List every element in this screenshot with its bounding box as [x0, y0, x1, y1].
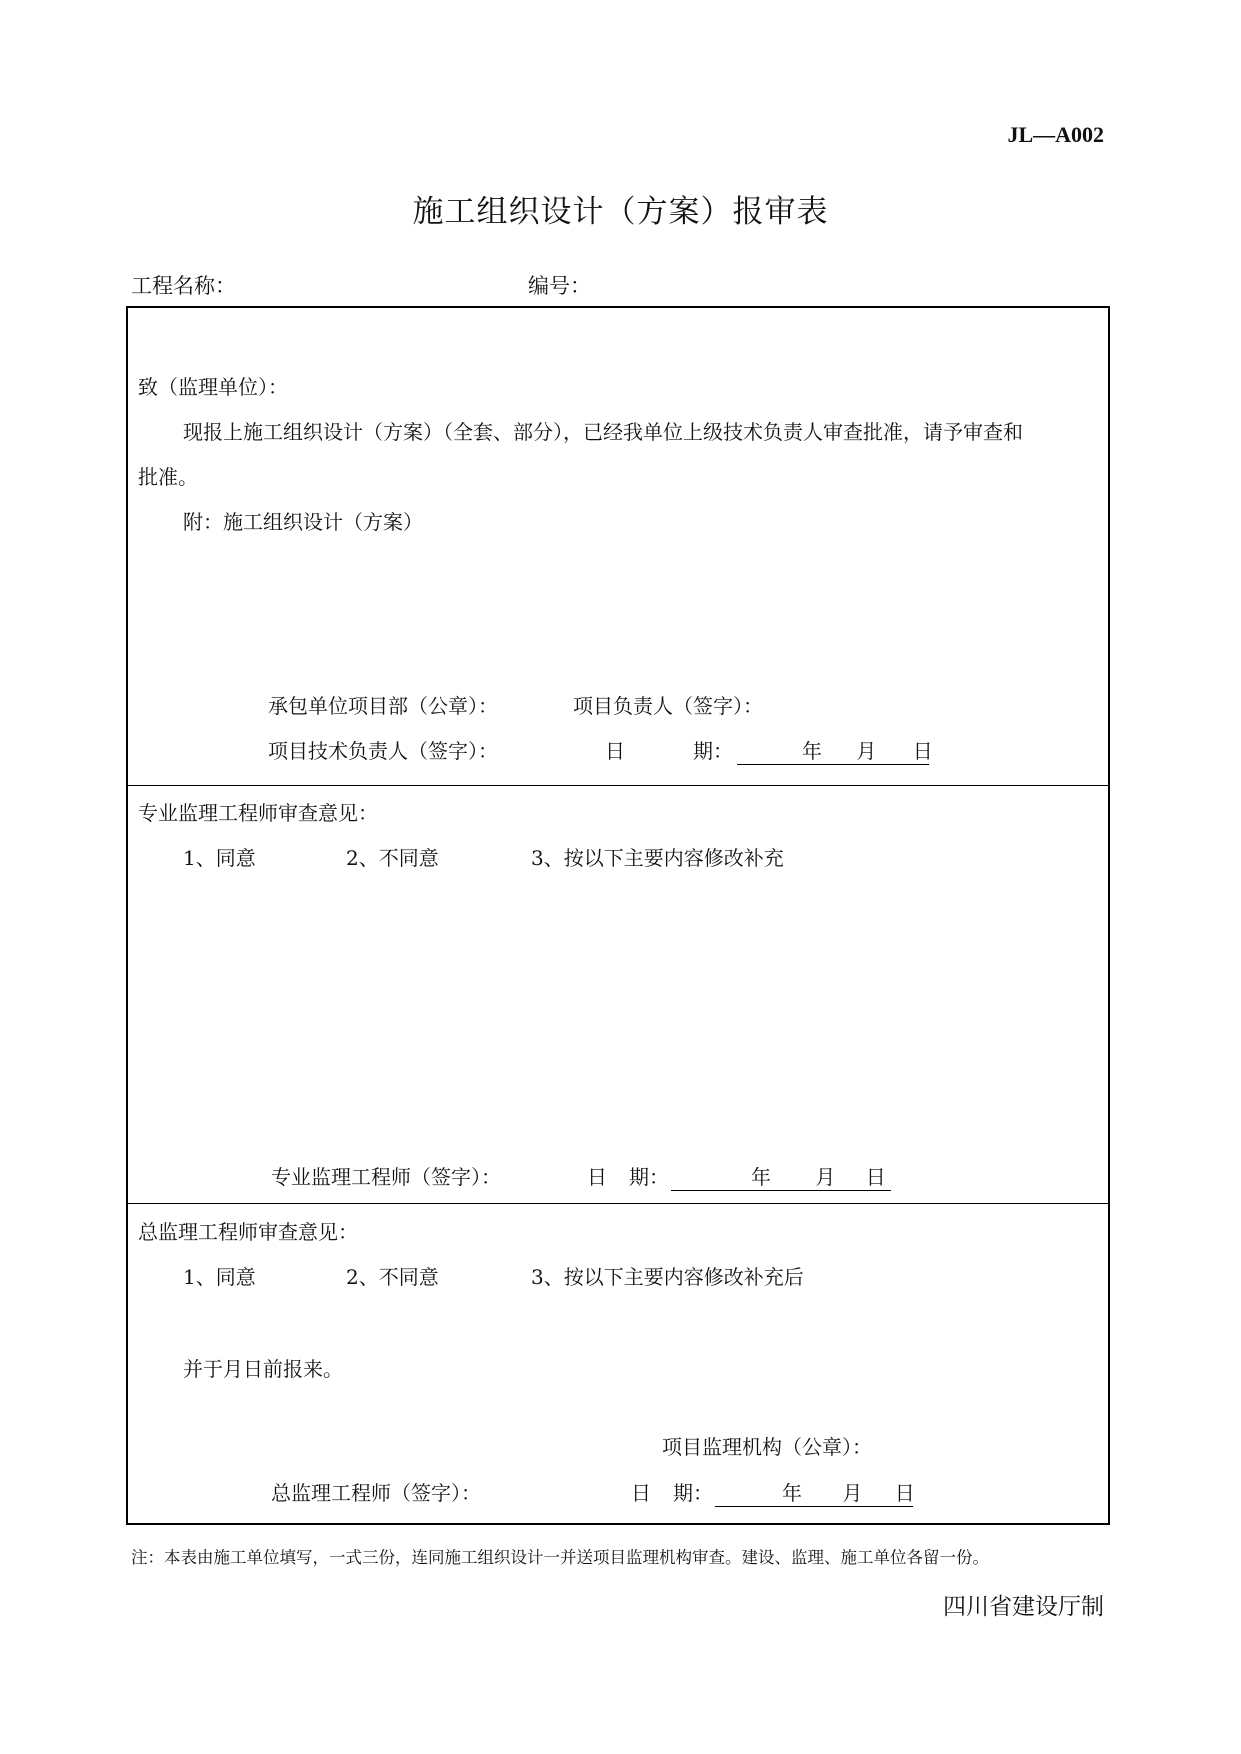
month-label: 月	[856, 739, 877, 763]
submission-text-line1: 现报上施工组织设计（方案）（全套、部分），已经我单位上级技术负责人审查批准，请予审查和	[183, 420, 1023, 444]
specialist-heading: 专业监理工程师审查意见：	[138, 801, 378, 825]
section-divider-2	[126, 1203, 1110, 1204]
contractor-seal-label: 承包单位项目部（公章）：	[268, 694, 498, 718]
footer-note: 注：本表由施工单位填写，一式三份，连同施工组织设计一并送项目监理机构审查。建设、监理、施工单位各留一份。	[131, 1548, 989, 1567]
section-divider-1	[126, 785, 1110, 786]
chief-heading: 总监理工程师审查意见：	[138, 1220, 358, 1244]
option-agree[interactable]: 1、同意	[183, 846, 256, 870]
day-label: 日	[912, 739, 933, 763]
date-label-a: 日	[605, 739, 625, 763]
option-disagree[interactable]: 2、不同意	[346, 846, 439, 870]
project-name-label: 工程名称：	[131, 274, 236, 298]
date-label-b: 期：	[693, 739, 733, 763]
option-disagree[interactable]: 2、不同意	[346, 1265, 439, 1289]
date-label-b: 期：	[629, 1165, 669, 1189]
deadline-line: 并于月日前报来。	[183, 1357, 343, 1381]
date-label-b: 期：	[673, 1481, 713, 1505]
year-label: 年	[802, 739, 822, 763]
date-label-a: 日	[631, 1481, 651, 1505]
day-label: 日	[894, 1481, 915, 1505]
number-label: 编号：	[528, 274, 591, 298]
tech-manager-sign-label: 项目技术负责人（签字）：	[268, 739, 498, 763]
option-revise[interactable]: 3、按以下主要内容修改补充后	[531, 1265, 804, 1289]
page-title: 施工组织设计（方案）报审表	[412, 194, 829, 230]
attachment-line: 附：施工组织设计（方案）	[183, 510, 423, 534]
addressee: 致（监理单位）：	[138, 375, 288, 399]
org-seal-label: 项目监理机构（公章）：	[662, 1435, 872, 1459]
month-label: 月	[842, 1481, 863, 1505]
issuer-label: 四川省建设厅制	[943, 1594, 1104, 1620]
specialist-sign-label: 专业监理工程师（签字）：	[271, 1165, 501, 1189]
day-label: 日	[865, 1165, 886, 1189]
year-label: 年	[782, 1481, 802, 1505]
option-agree[interactable]: 1、同意	[183, 1265, 256, 1289]
year-label: 年	[751, 1165, 771, 1189]
date-label-a: 日	[587, 1165, 607, 1189]
date-field[interactable]	[715, 1477, 913, 1507]
chief-sign-label: 总监理工程师（签字）：	[271, 1481, 481, 1505]
date-field[interactable]	[671, 1161, 891, 1191]
project-manager-sign-label: 项目负责人（签字）：	[573, 694, 763, 718]
month-label: 月	[815, 1165, 836, 1189]
form-table	[126, 306, 1110, 1525]
document-code: JL—A002	[1007, 122, 1104, 147]
date-field[interactable]	[737, 735, 933, 765]
submission-text-line2: 批准。	[138, 465, 198, 489]
option-revise[interactable]: 3、按以下主要内容修改补充	[531, 846, 784, 870]
